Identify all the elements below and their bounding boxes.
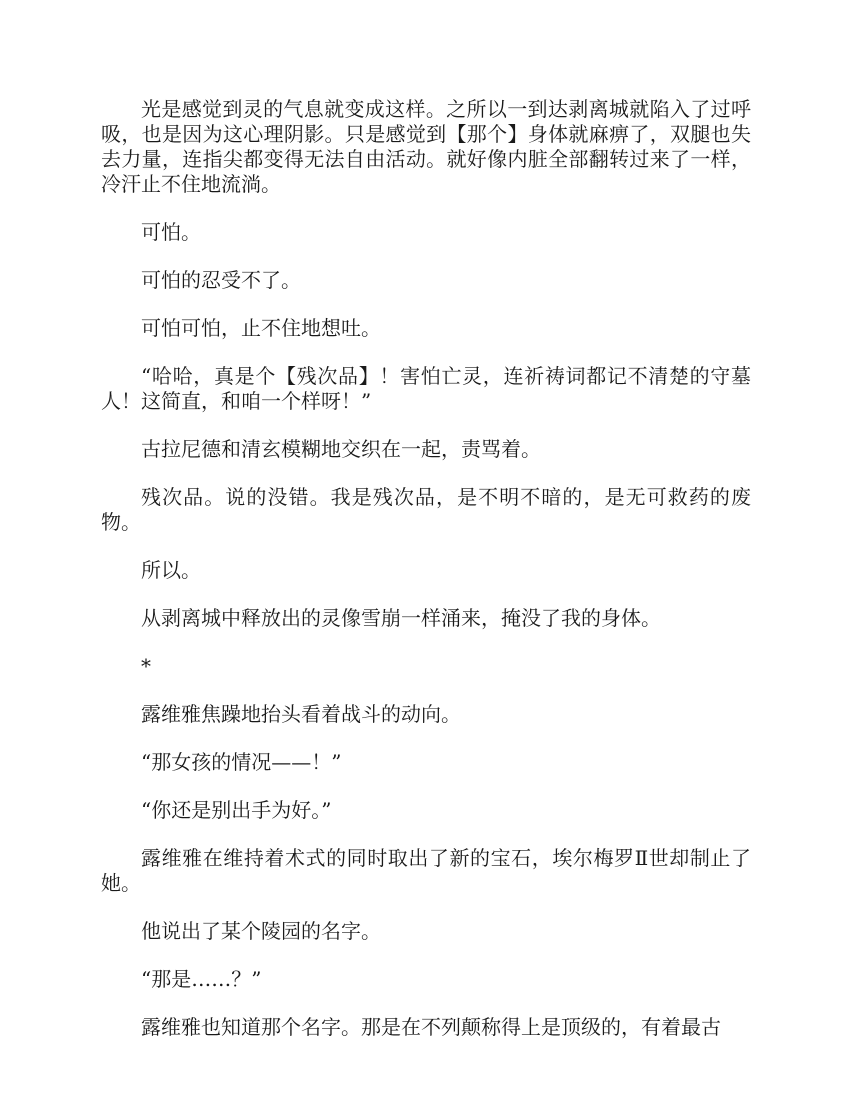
paragraph: “那是……？”	[141, 967, 262, 991]
paragraph: “那女孩的情况——！”	[141, 750, 342, 774]
paragraph: 露维雅在维持着术式的同时取出了新的宝石，埃尔梅罗Ⅱ世却制止了她。	[101, 846, 751, 895]
section-break: *	[141, 654, 151, 678]
paragraph: 露维雅焦躁地抬头看着战斗的动向。	[141, 702, 461, 726]
paragraph: 露维雅也知道那个名字。那是在不列颠称得上是顶级的，有着最古	[141, 1015, 721, 1039]
paragraph: 所以。	[141, 558, 201, 582]
paragraph: 可怕。	[141, 220, 201, 244]
paragraph: 从剥离城中释放出的灵像雪崩一样涌来，掩没了我的身体。	[141, 606, 661, 630]
paragraph: “哈哈，真是个【残次品】！害怕亡灵，连祈祷词都记不清楚的守墓人！这简直，和咱一个样呀！”	[101, 364, 751, 413]
paragraph: 残次品。说的没错。我是残次品，是不明不暗的，是无可救药的废物。	[101, 485, 751, 534]
document-page	[101, 97, 751, 1063]
paragraph: “你还是别出手为好。”	[141, 798, 332, 822]
paragraph: 他说出了某个陵园的名字。	[141, 919, 381, 943]
paragraph: 光是感觉到灵的气息就变成这样。之所以一到达剥离城就陷入了过呼吸，也是因为这心理阴影。只是感觉到【那个】身体就麻痹了，双腿也失去力量，连指尖都变得无法自由活动。就好像内脏全部翻转过来了一样，冷汗止不住地流淌。	[101, 97, 751, 196]
paragraph: 可怕可怕，止不住地想吐。	[141, 316, 381, 340]
paragraph: 古拉尼德和清玄模糊地交织在一起，责骂着。	[141, 437, 541, 461]
paragraph: 可怕的忍受不了。	[141, 268, 301, 292]
